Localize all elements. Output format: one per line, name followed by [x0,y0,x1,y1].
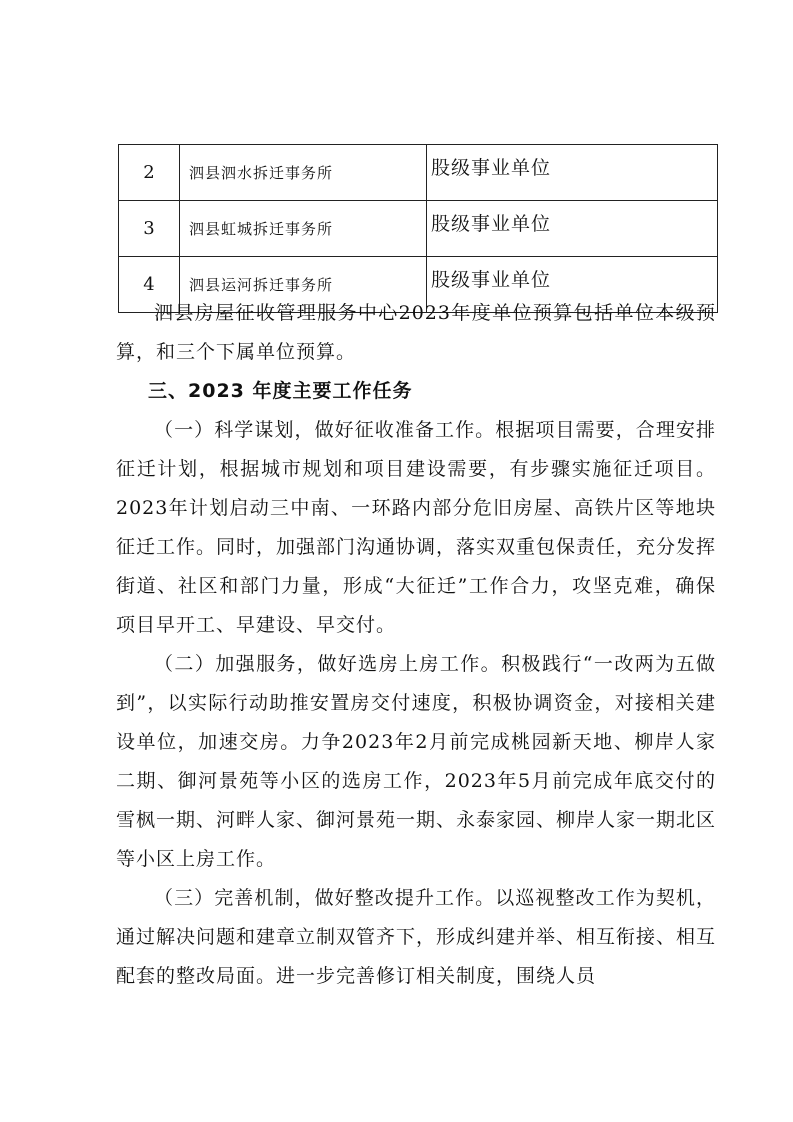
paragraph-2: （二）加强服务，做好选房上房工作。积极践行“一改两为五做到”，以实际行动助推安置房交付速度，积极协调资金，对接相关建设单位，加速交房。力争2023年2月前完成桃园新天地、柳岸人家二期、御河景苑等小区的选房工作，2023年5月前完成年底交付的雪枫一期、河畔人家、御河景苑一期、永泰家园、柳岸人家一期北区等小区上房工作。 [116,653,717,870]
unit-name: 泗县泗水拆迁事务所 [180,145,427,201]
unit-type: 股级事业单位 [427,201,718,257]
row-number: 3 [119,201,180,257]
body-text [116,294,716,996]
unit-name: 泗县运河拆迁事务所 [180,257,427,313]
paragraph-3: （三）完善机制，做好整改提升工作。以巡视整改工作为契机，通过解决问题和建章立制双管齐下，形成纠建并举、相互衔接、相互配套的整改局面。进一步完善修订相关制度，围绕人员 [116,887,717,987]
intro-paragraph: 泗县房屋征收管理服务中心2023年度单位预算包括单位本级预算，和三个下属单位预算。 [116,302,716,363]
paragraph-1: （一）科学谋划，做好征收准备工作。根据项目需要，合理安排征迁计划，根据城市规划和项目建设需要，有步骤实施征迁项目。2023年计划启动三中南、一环路内部分危旧房屋、高铁片区等地块征迁工作。同时，加强部门沟通协调，落实双重包保责任，充分发挥街道、社区和部门力量，形成“大征迁”工作合力，攻坚克难，确保项目早开工、早建设、早交付。 [116,419,717,636]
section-heading: 三、2023 年度主要工作任务 [148,380,413,402]
unit-name: 泗县虹城拆迁事务所 [180,201,427,257]
row-number: 2 [119,145,180,201]
table-row [119,145,718,201]
row-number: 4 [119,257,180,313]
unit-type: 股级事业单位 [427,257,718,313]
units-table [118,144,718,313]
unit-type: 股级事业单位 [427,145,718,201]
table-row [119,201,718,257]
